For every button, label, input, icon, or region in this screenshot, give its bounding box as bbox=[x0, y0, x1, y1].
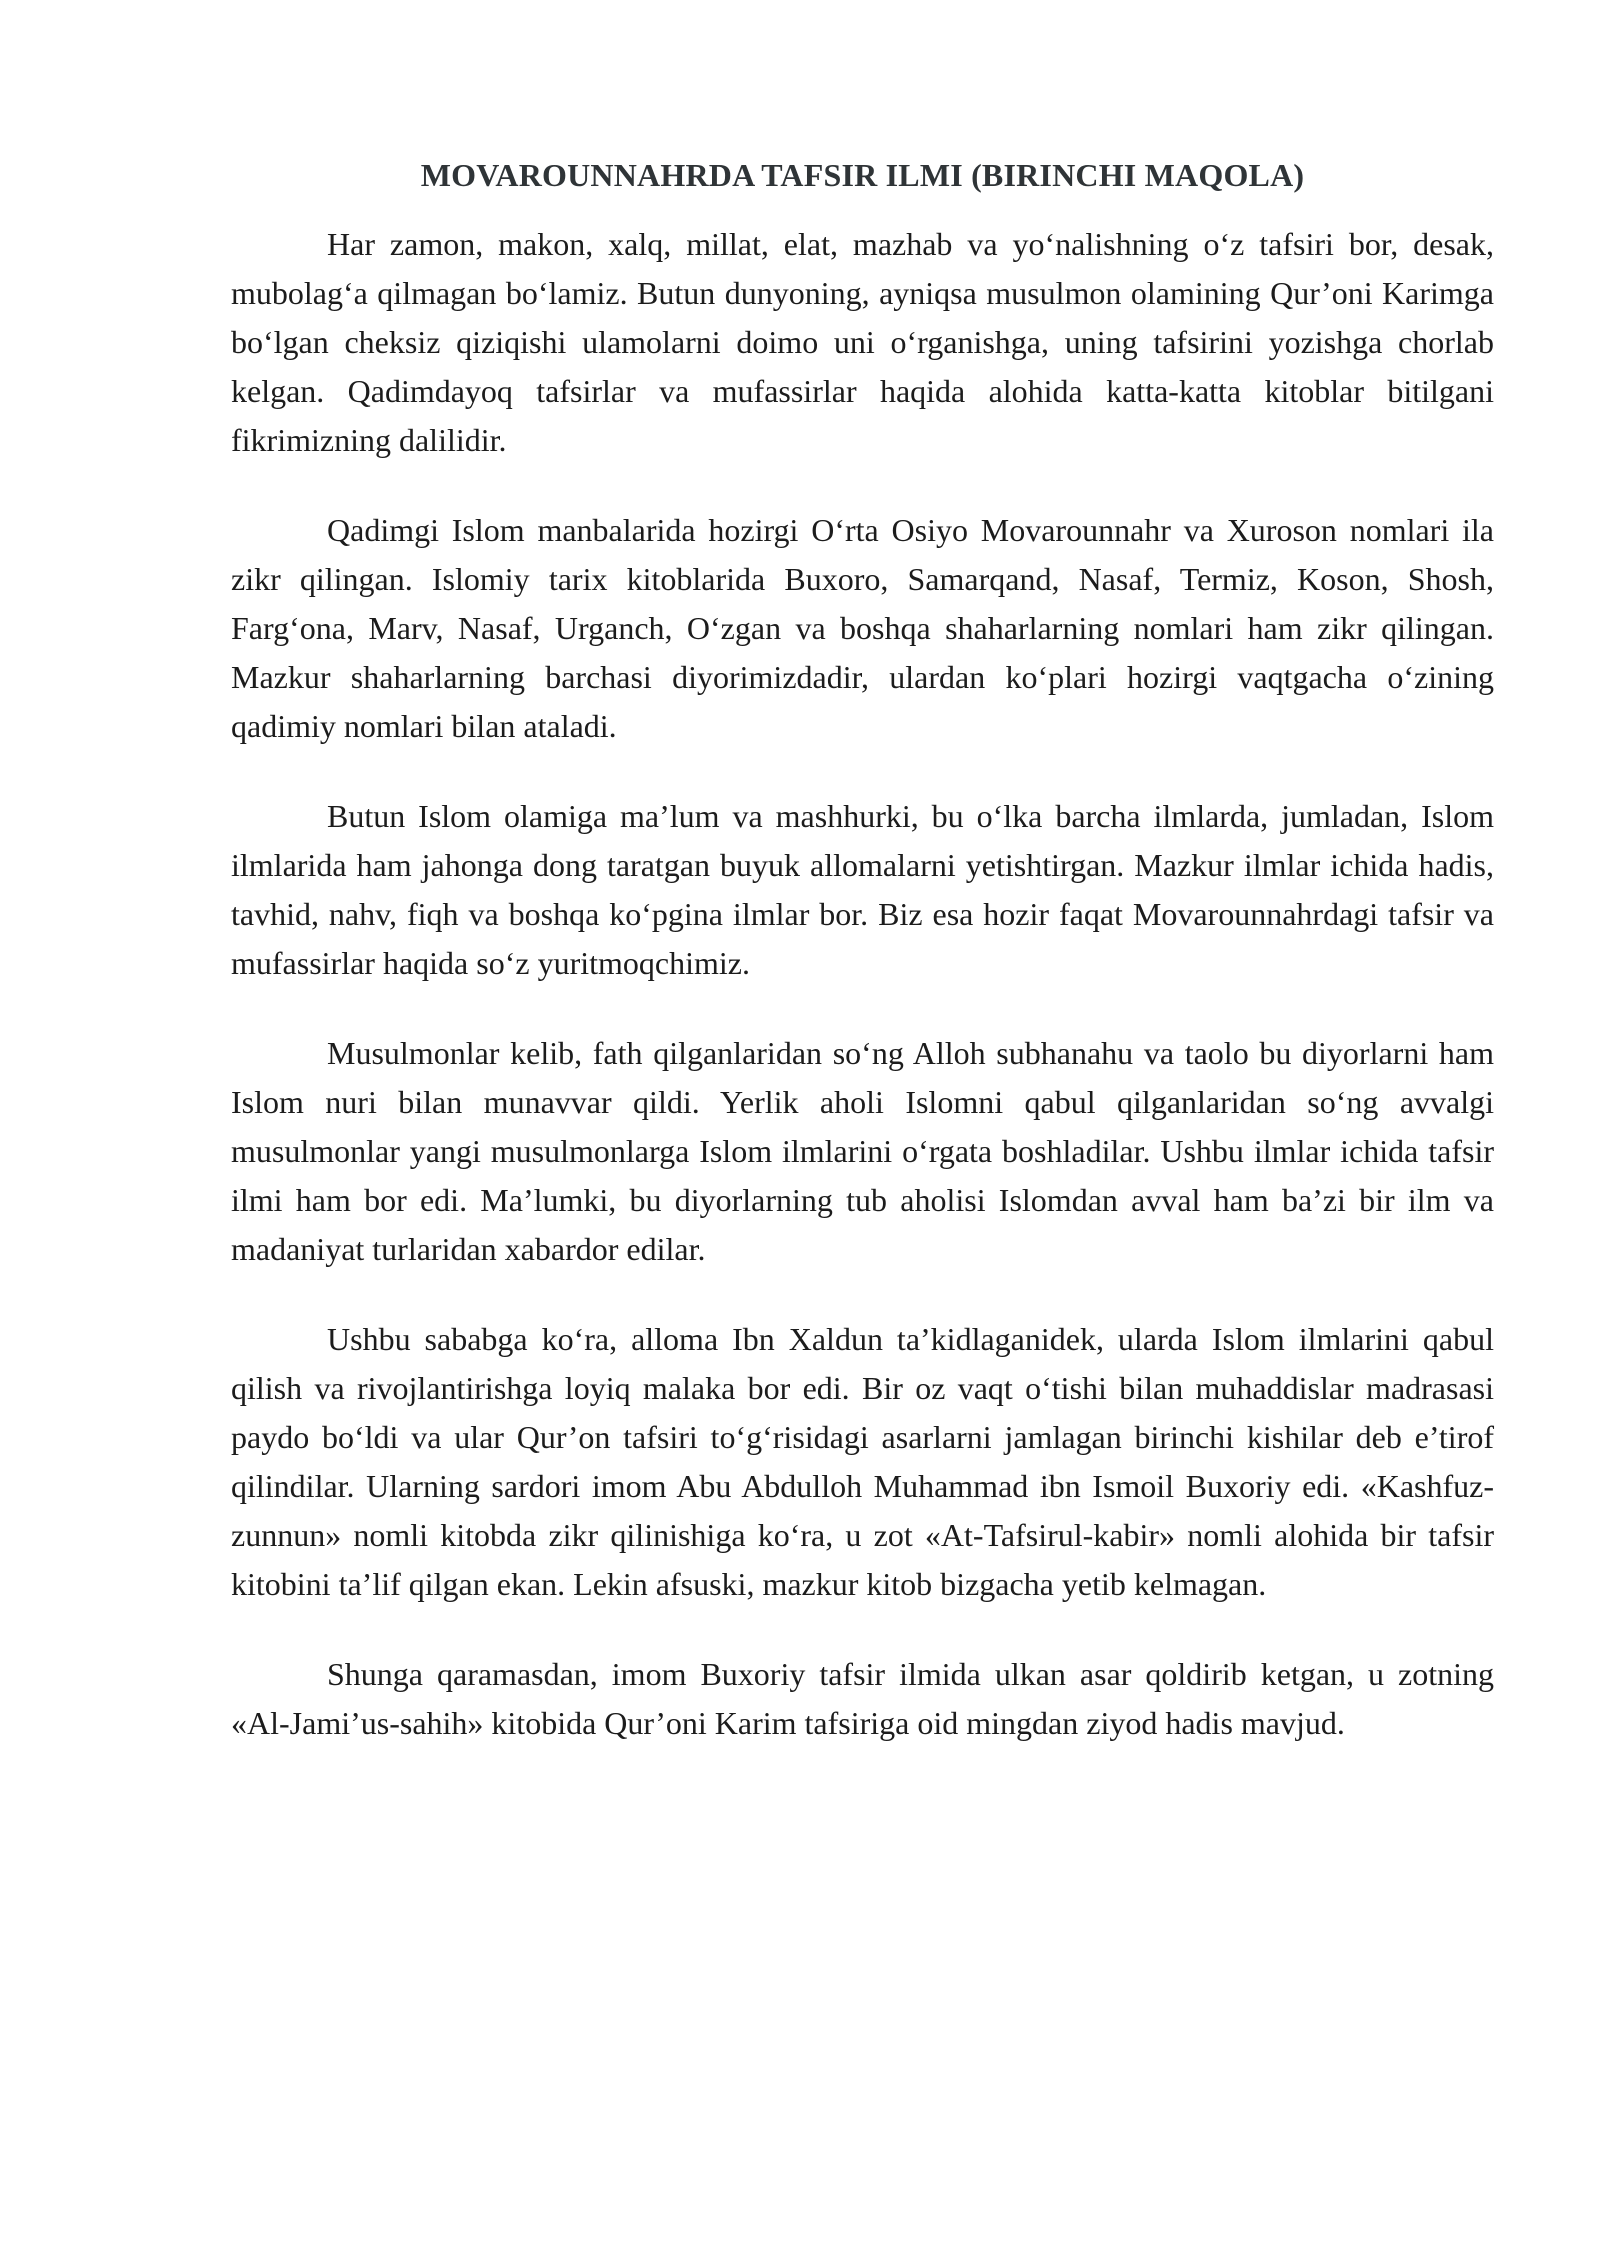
paragraph-6: Shunga qaramasdan, imom Buxoriy tafsir ilmida ulkan asar qoldirib ketgan, u zotning «Al-Jami’us-sahih» kitobida Qur’oni Karim tafsiriga oid mingdan ziyod hadis mavjud. bbox=[231, 1656, 1494, 1741]
document-page bbox=[231, 0, 1494, 1748]
paragraph-4: Musulmonlar kelib, fath qilganlaridan so‘ng Alloh subhanahu va taolo bu diyorlarni ham Islom nuri bilan munavvar qildi. Yerlik aholi Islomni qabul qilganlaridan so‘ng avvalgi musulmonlar yangi musulmonlarga Islom ilmlarini o‘rgata boshladilar. Ushbu ilmlar ichida tafsir ilmi ham bor edi. Ma’lumki, bu diyorlarning tub aholisi Islomdan avval ham ba’zi bir ilm va madaniyat turlaridan xabardor edilar. bbox=[231, 1035, 1494, 1267]
paragraph-1: Har zamon, makon, xalq, millat, elat, mazhab va yo‘nalishning o‘z tafsiri bor, desak, mubolag‘a qilmagan bo‘lamiz. Butun dunyoning, ayniqsa musulmon olamining Qur’oni Karimga bo‘lgan cheksiz qiziqishi ulamolarni doimo uni o‘rganishga, uning tafsirini yozishga chorlab kelgan. Qadimdayoq tafsirlar va mufassirlar haqida alohida katta-katta kitoblar bitilgani fikrimizning dalilidir. bbox=[231, 226, 1494, 458]
paragraph-3: Butun Islom olamiga ma’lum va mashhurki, bu o‘lka barcha ilmlarda, jumladan, Islom ilmlarida ham jahonga dong taratgan buyuk allomalarni yetishtirgan. Mazkur ilmlar ichida hadis, tavhid, nahv, fiqh va boshqa ko‘pgina ilmlar bor. Biz esa hozir faqat Movarounnahrdagi tafsir va mufassirlar haqida so‘z yuritmoqchimiz. bbox=[231, 798, 1494, 981]
document-title: MOVAROUNNAHRDA TAFSIR ILMI (BIRINCHI MAQOLA) bbox=[420, 157, 1305, 193]
paragraph-5: Ushbu sababga ko‘ra, alloma Ibn Xaldun ta’kidlaganidek, ularda Islom ilmlarini qabul qilish va rivojlantirishga loyiq malaka bor edi. Bir oz vaqt o‘tishi bilan muhaddislar madrasasi paydo bo‘ldi va ular Qur’on tafsiri to‘g‘risidagi asarlarni jamlagan birinchi kishilar deb e’tirof qilindilar. Ularning sardori imom Abu Abdulloh Muhammad ibn Ismoil Buxoriy edi. «Kashfuz-zunnun» nomli kitobda zikr qilinishiga ko‘ra, u zot «At-Tafsirul-kabir» nomli alohida bir tafsir kitobini ta’lif qilgan ekan. Lekin afsuski, mazkur kitob bizgacha yetib kelmagan. bbox=[231, 1321, 1494, 1602]
paragraph-2: Qadimgi Islom manbalarida hozirgi O‘rta Osiyo Movarounnahr va Xuroson nomlari ila zikr qilingan. Islomiy tarix kitoblarida Buxoro, Samarqand, Nasaf, Termiz, Koson, Shosh, Farg‘ona, Marv, Nasaf, Urganch, O‘zgan va boshqa shaharlarning nomlari ham zikr qilingan. Mazkur shaharlarning barchasi diyorimizdadir, ulardan ko‘plari hozirgi vaqtgacha o‘zining qadimiy nomlari bilan ataladi. bbox=[231, 512, 1494, 744]
